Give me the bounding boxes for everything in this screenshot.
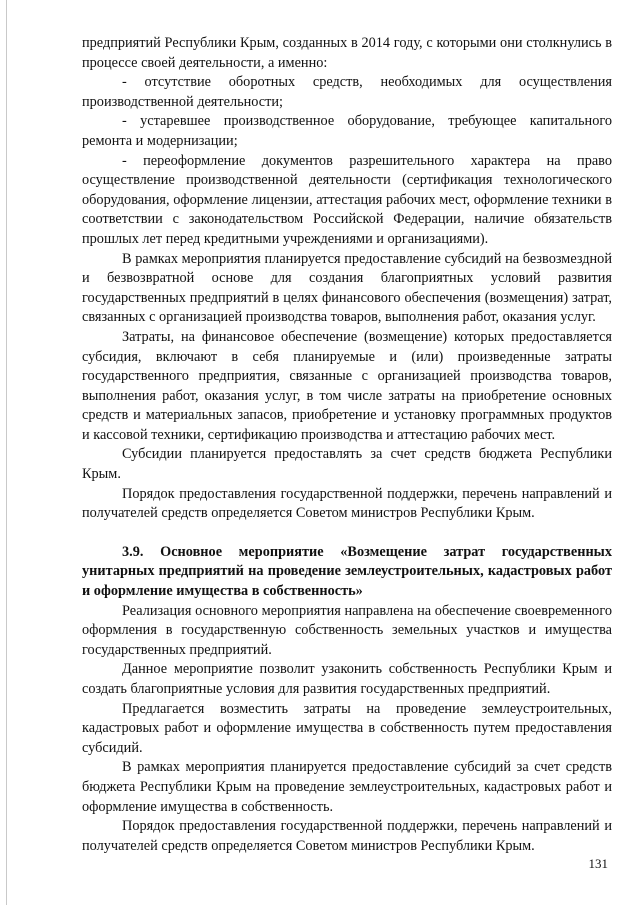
paragraph: В рамках мероприятия планируется предоставление субсидий на безвозмездной и безвозвратной основе для создания благоприятных условий развития государственных предприятий в целях финансового обеспечения (возмещения) затрат, связанных с организацией производства товаров, выполнения работ, оказания услуг. xyxy=(82,250,612,326)
page-number: 131 xyxy=(588,856,608,871)
paragraph: Предлагается возместить затраты на проведение землеустроительных, кадастровых работ и оформление имущества в собственность путем предоставления субсидий. xyxy=(82,700,612,756)
paragraph: Порядок предоставления государственной поддержки, перечень направлений и получателей средств определяется Советом министров Республики Крым. xyxy=(82,818,612,854)
list-item: - устаревшее производственное оборудование, требующее капитального ремонта и модернизации; xyxy=(82,113,612,149)
list-item: - отсутствие оборотных средств, необходимых для осуществления производственной деятельности; xyxy=(82,74,612,110)
paragraph: Порядок предоставления государственной поддержки, перечень направлений и получателей средств определяется Советом министров Республики Крым. xyxy=(82,485,612,522)
paragraph: Реализация основного мероприятия направлена на обеспечение своевременного оформления в государственную собственность земельных участков и имущества государственных предприятий. xyxy=(82,602,612,658)
section-heading: 3.9. Основное мероприятие «Возмещение затрат государственных унитарных предприятий на проведение землеустроительных, кадастровых работ и оформление имущества в собственность» xyxy=(82,543,612,600)
paragraph: Затраты, на финансовое обеспечение (возмещение) которых предоставляется субсидия, включают в себя планируемые и (или) произведенные затраты государственного предприятия, связанные с организацией производства товаров, выполнения работ, оказания услуг, в том числе затраты на приобретение основных средств и материальных запасов, приобретение и установку программных продуктов и кассовой техники, сертификацию производства и аттестацию рабочих мест. xyxy=(82,328,612,443)
paragraph: Данное мероприятие позволит узаконить собственность Республики Крым и создать благоприятные условия для развития государственных предприятий. xyxy=(82,661,612,697)
list-item: - переоформление документов разрешительного характера на право осуществление производственной деятельности (сертификация технологического оборудования, оформление лицензии, аттестация рабочих мест, оформление техники в соответствии с законодательством Российской Федерации, наличие обязательств прошлых лет перед кредитными учреждениями и организациями). xyxy=(82,152,612,247)
scan-edge-line xyxy=(6,0,7,905)
paragraph: Субсидии планируется предоставлять за счет средств бюджета Республики Крым. xyxy=(82,446,612,483)
paragraph: В рамках мероприятия планируется предоставление субсидий за счет средств бюджета Республики Крым на проведение землеустроительных, кадастровых работ и оформление имущества в собственность. xyxy=(82,759,612,815)
document-body xyxy=(82,34,612,856)
paragraph: предприятий Республики Крым, созданных в 2014 году, с которыми они столкнулись в процессе своей деятельности, а именно: xyxy=(82,35,612,71)
